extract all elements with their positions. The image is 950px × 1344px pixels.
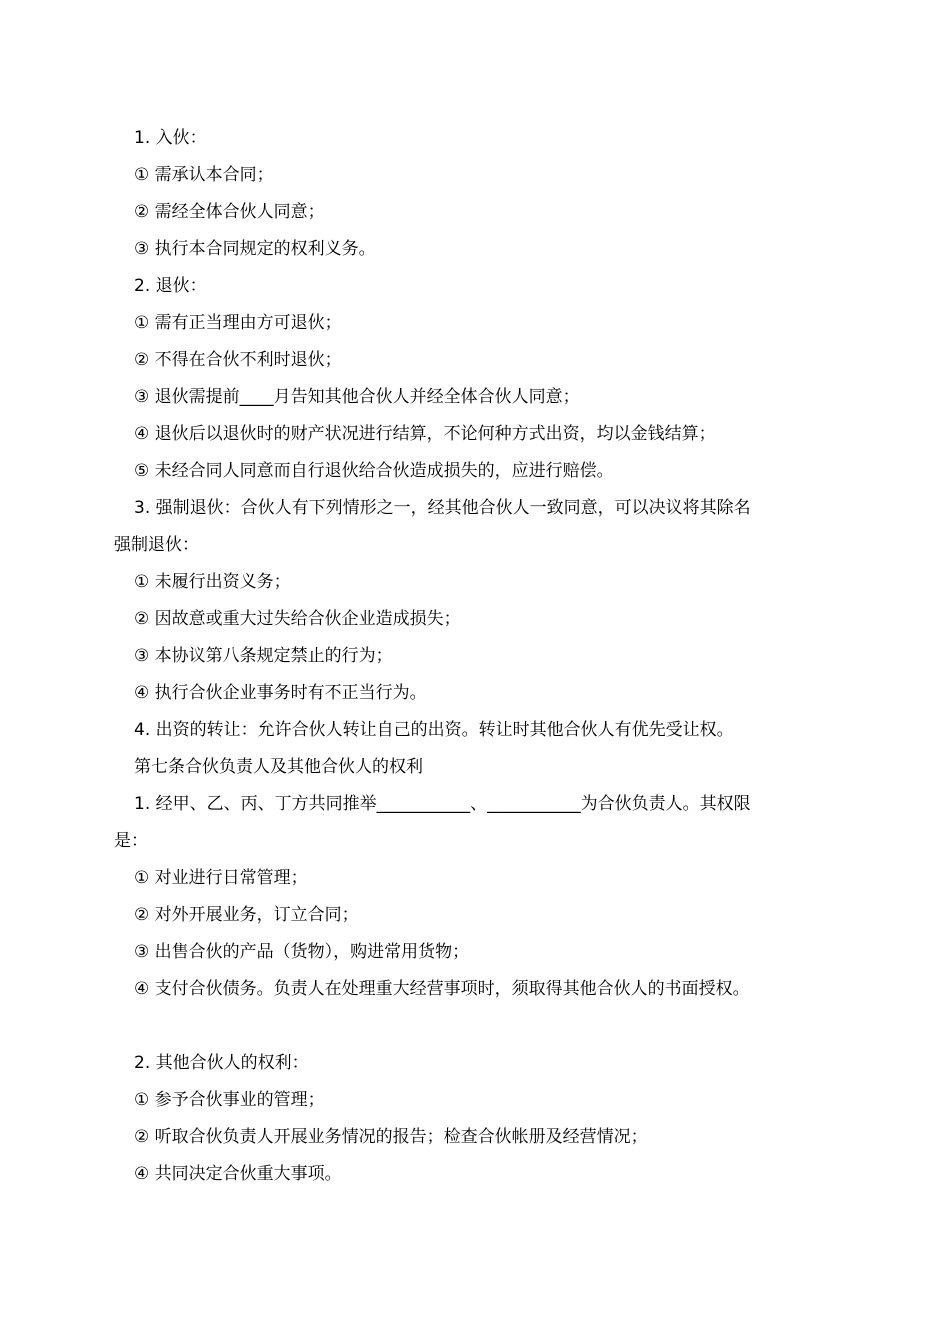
clause-heading-join: 1. 入伙：	[134, 128, 207, 148]
list-item: ④ 退伙后以退伙时的财产状况进行结算，不论何种方式出资，均以金钱结算；	[134, 424, 716, 444]
blank-line	[114, 1008, 840, 1045]
list-item: ② 对外开展业务，订立合同；	[134, 905, 359, 925]
list-item: ③ 本协议第八条规定禁止的行为；	[134, 646, 393, 666]
document-body	[114, 120, 840, 1193]
clause-other-partners-rights: 2. 其他合伙人的权利：	[134, 1053, 309, 1073]
list-item: ③ 执行本合同规定的权利义务。	[134, 239, 376, 259]
list-item: ② 因故意或重大过失给合伙企业造成损失；	[134, 609, 461, 629]
clause-heading-forced-withdraw: 3. 强制退伙：合伙人有下列情形之一，经其他合伙人一致同意，可以决议将其除名	[134, 498, 751, 518]
list-item: ③ 出售合伙的产品（货物），购进常用货物；	[134, 942, 470, 962]
list-item: ④ 执行合伙企业事务时有不正当行为。	[134, 683, 427, 703]
list-item: ③ 退伙需提前____月告知其他合伙人并经全体合伙人同意；	[134, 387, 580, 407]
list-item: ① 未履行出资义务；	[134, 572, 291, 592]
clause-continuation: 是：	[114, 831, 148, 851]
clause-heading-withdraw: 2. 退伙：	[134, 276, 207, 296]
list-item: ① 对业进行日常管理；	[134, 868, 308, 888]
list-item: ② 听取合伙负责人开展业务情况的报告；检查合伙帐册及经营情况；	[134, 1127, 648, 1147]
list-item: ② 需经全体合伙人同意；	[134, 202, 325, 222]
clause-transfer: 4. 出资的转让：允许合伙人转让自己的出资。转让时其他合伙人有优先受让权。	[134, 720, 734, 740]
list-item: ④ 共同决定合伙重大事项。	[134, 1164, 342, 1184]
clause-manager-selection: 1. 经甲、乙、丙、丁方共同推举___________、___________为合伙负责人。其权限	[134, 794, 751, 814]
clause-heading-continuation: 强制退伙：	[114, 535, 199, 555]
list-item: ① 参予合伙事业的管理；	[134, 1090, 325, 1110]
article-title: 第七条合伙负责人及其他合伙人的权利	[134, 757, 423, 777]
list-item: ⑤ 未经合同人同意而自行退伙给合伙造成损失的，应进行赔偿。	[134, 461, 614, 481]
list-item: ① 需有正当理由方可退伙；	[134, 313, 342, 333]
list-item: ① 需承认本合同；	[134, 165, 274, 185]
list-item: ② 不得在合伙不利时退伙；	[134, 350, 342, 370]
list-item: ④ 支付合伙债务。负责人在处理重大经营事项时，须取得其他合伙人的书面授权。	[134, 979, 750, 999]
